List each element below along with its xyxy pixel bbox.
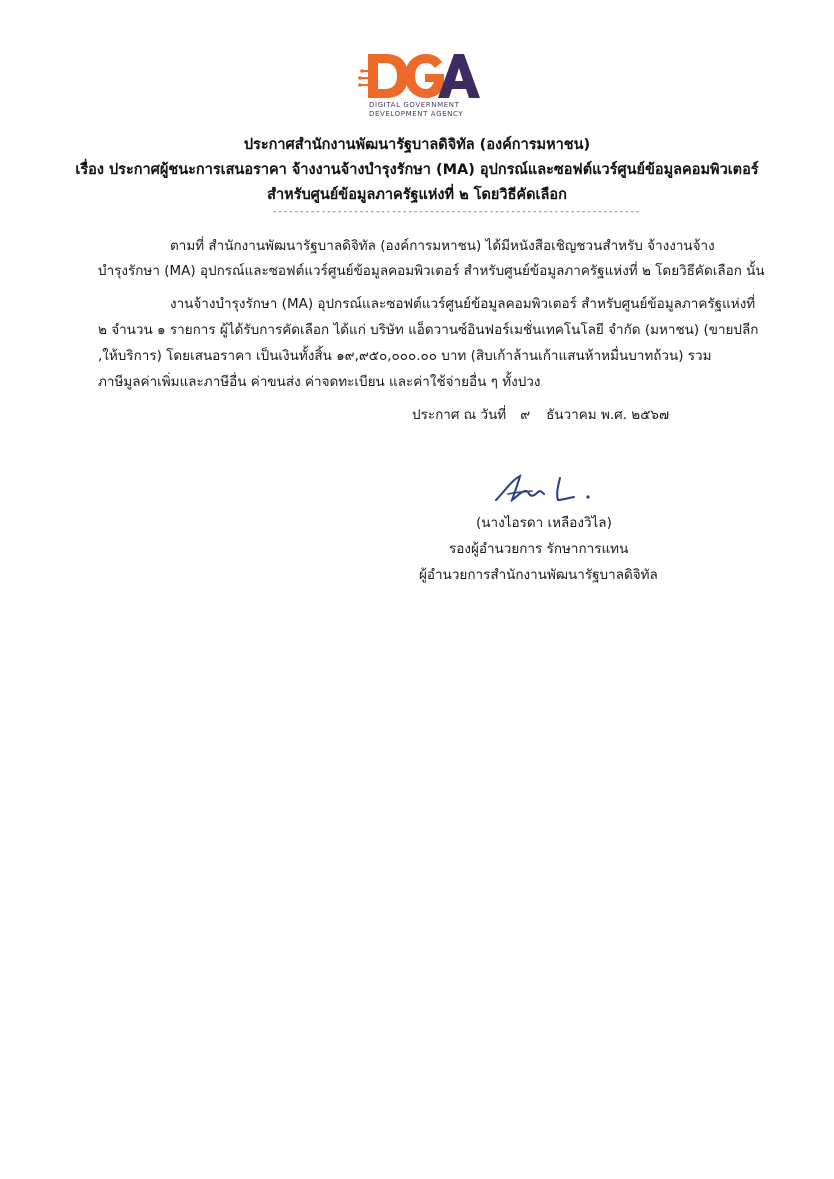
logo-subtitle-line1: DIGITAL GOVERNMENT [369,101,460,109]
paragraph1-line2: บำรุงรักษา (MA) อุปกรณ์และซอฟต์แวร์ศูนย์ข้อมูลคอมพิวเตอร์ สำหรับศูนย์ข้อมูลภาครัฐแห่งที่ ๒ โดยวิธีคัดเลือก นั้น [98,263,765,279]
date-prefix: ประกาศ ณ วันที่ [412,407,507,423]
logo-subtitle-line2: DEVELOPMENT AGENCY [369,110,464,118]
paragraph2-line4: ภาษีมูลค่าเพิ่มและภาษีอื่น ค่าขนส่ง ค่าจดทะเบียน และค่าใช้จ่ายอื่น ๆ ทั้งปวง [98,374,541,390]
date-month-year: ธันวาคม พ.ศ. ๒๕๖๗ [546,407,670,423]
paragraph2-line2: ๒ จำนวน ๑ รายการ ผู้ได้รับการคัดเลือก ได้แก่ บริษัท แอ็ดวานซ์อินฟอร์เมชั่นเทคโนโลยี จำกัด (มหาชน) (ขายปลีก [98,322,759,338]
announcement-subject-cont: สำหรับศูนย์ข้อมูลภาครัฐแห่งที่ ๒ โดยวิธีคัดเลือก [267,187,567,203]
signatory-organization: ผู้อำนวยการสำนักงานพัฒนารัฐบาลดิจิทัล [419,567,658,583]
paragraph2-line3: ,ให้บริการ) โดยเสนอราคา เป็นเงินทั้งสิ้น ๑๙,๙๕๐,๐๐๐.๐๐ บาท (สิบเก้าล้านเก้าแสนห้าหมื่นบาทถ้วน) รวม [98,348,712,364]
date-day: ๙ [520,407,531,423]
announcement-subject: เรื่อง ประกาศผู้ชนะการเสนอราคา จ้างงานจ้างบำรุงรักษา (MA) อุปกรณ์และซอฟต์แวร์ศูนย์ข้อมูลคอมพิวเตอร์ [75,162,759,178]
announcement-title: ประกาศสำนักงานพัฒนารัฐบาลดิจิทัล (องค์การมหาชน) [243,137,591,153]
paragraph2-line1: งานจ้างบำรุงรักษา (MA) อุปกรณ์และซอฟต์แวร์ศูนย์ข้อมูลคอมพิวเตอร์ สำหรับศูนย์ข้อมูลภาครัฐแห่งที่ [170,296,756,312]
dga-logo-mark [358,48,482,104]
signatory-name: (นางไอรดา เหลืองวิไล) [476,515,612,531]
signatory-role: รองผู้อำนวยการ รักษาการแทน [449,541,629,557]
announcement-date [412,403,669,425]
separator-line: -------------------------------------------------------------------- [272,207,641,217]
paragraph1-line1: ตามที่ สำนักงานพัฒนารัฐบาลดิจิทัล (องค์การมหาชน) ได้มีหนังสือเชิญชวนสำหรับ จ้างงานจ้าง [170,238,715,254]
handwritten-signature [490,470,600,508]
